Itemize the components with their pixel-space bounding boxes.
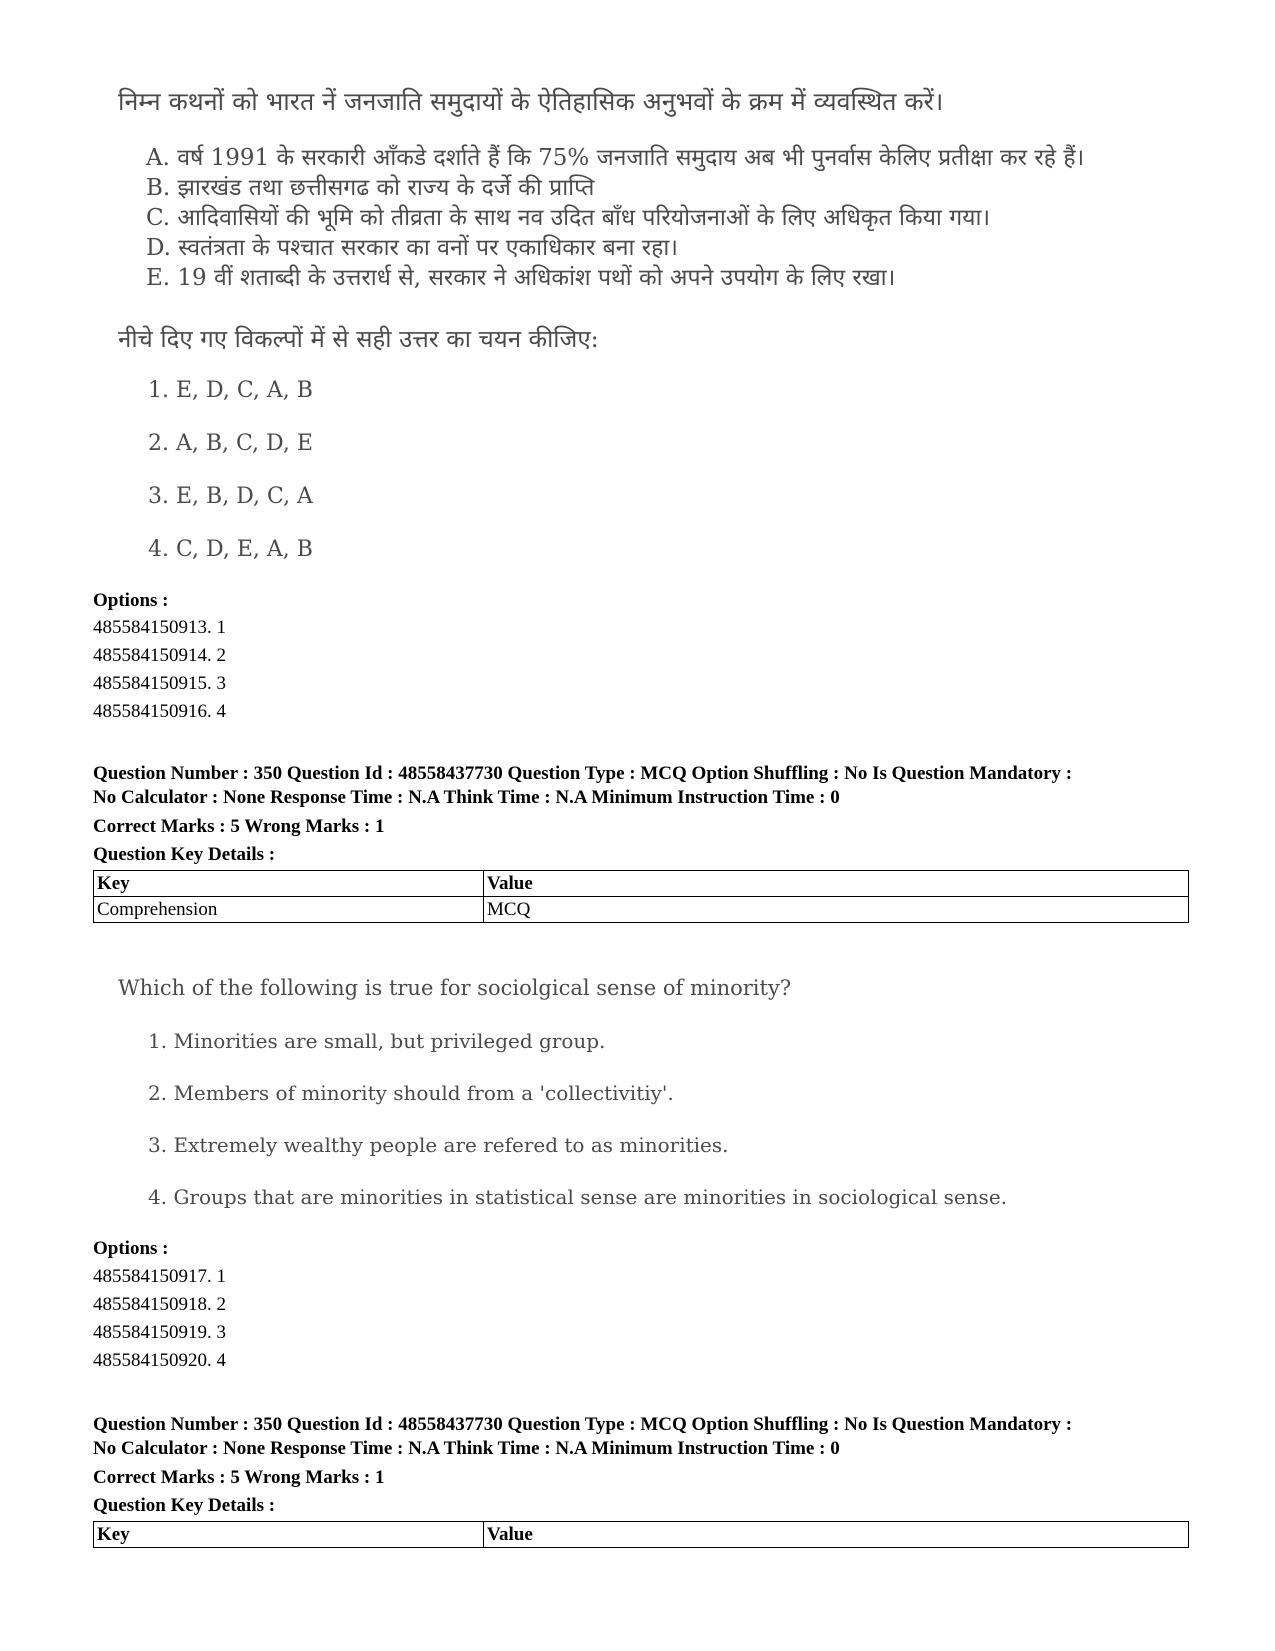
table-header-row [94, 1522, 1189, 1548]
statement-a: A. वर्ष 1991 के सरकारी आँकडे दर्शाते हैं कि 75% जनजाति समुदाय अब भी पुनर्वास केलिए प्रतीक्षा कर रहे हैं। [146, 145, 1085, 171]
question-meta-line-2: No Calculator : None Response Time : N.A Think Time : N.A Minimum Instruction Time : 0 [93, 1438, 840, 1459]
option-line: 485584150913. 1 [93, 617, 226, 638]
option-line: 485584150918. 2 [93, 1294, 226, 1315]
choice-1: 1. Minorities are small, but privileged group. [148, 1029, 606, 1053]
question-meta [93, 1413, 1193, 1461]
key-details-title: Question Key Details : [93, 1495, 276, 1516]
table-header-value: Value [484, 871, 1189, 897]
table-header-row [94, 871, 1189, 897]
option-line: 485584150917. 1 [93, 1266, 226, 1287]
choice-3: 3. E, B, D, C, A [148, 484, 313, 509]
question-meta-line-2: No Calculator : None Response Time : N.A Think Time : N.A Minimum Instruction Time : 0 [93, 787, 840, 808]
question-prompt: Which of the following is true for sociolgical sense of minority? [118, 976, 792, 1000]
option-line: 485584150914. 2 [93, 645, 226, 666]
choice-4: 4. C, D, E, A, B [148, 537, 313, 562]
question-meta [93, 762, 1193, 810]
choice-2: 2. Members of minority should from a 'collectivitiy'. [148, 1081, 674, 1105]
marks-line: Correct Marks : 5 Wrong Marks : 1 [93, 1467, 385, 1488]
option-line: 485584150915. 3 [93, 673, 226, 694]
option-line: 485584150916. 4 [93, 701, 226, 722]
choice-1: 1. E, D, C, A, B [148, 378, 313, 403]
table-cell-key: Comprehension [94, 897, 484, 923]
key-details-title: Question Key Details : [93, 844, 276, 865]
table-header-value: Value [484, 1522, 1189, 1548]
options-title: Options : [93, 590, 169, 611]
statement-e: E. 19 वीं शताब्दी के उत्तरार्ध से, सरकार ने अधिकांश पथों को अपने उपयोग के लिए रखा। [146, 265, 896, 291]
table-row [94, 897, 1189, 923]
choice-2: 2. A, B, C, D, E [148, 431, 313, 456]
statement-b: B. झारखंड तथा छत्तीसगढ को राज्य के दर्जे की प्राप्ति [146, 175, 595, 201]
question-prompt: निम्न कथनों को भारत नें जनजाति समुदायों के ऐतिहासिक अनुभवों के क्रम में व्यवस्थित करें। [118, 87, 944, 116]
statement-d: D. स्वतंत्रता के पश्चात सरकार का वनों पर एकाधिकार बना रहा। [146, 235, 679, 261]
question-meta-line-1: Question Number : 350 Question Id : 48558437730 Question Type : MCQ Option Shuffling : No Is Question Mandatory : [93, 1414, 1073, 1435]
question-meta-line-1: Question Number : 350 Question Id : 48558437730 Question Type : MCQ Option Shuffling : No Is Question Mandatory : [93, 763, 1073, 784]
marks-line: Correct Marks : 5 Wrong Marks : 1 [93, 816, 385, 837]
choice-3: 3. Extremely wealthy people are refered to as minorities. [148, 1133, 729, 1157]
option-line: 485584150920. 4 [93, 1350, 226, 1371]
table-cell-value: MCQ [484, 897, 1189, 923]
table-header-key: Key [94, 1522, 484, 1548]
table-header-key: Key [94, 871, 484, 897]
key-details-table [93, 1521, 1189, 1548]
option-line: 485584150919. 3 [93, 1322, 226, 1343]
question-instruction: नीचे दिए गए विकल्पों में से सही उत्तर का चयन कीजिए: [118, 325, 599, 353]
key-details-table [93, 870, 1189, 923]
options-title: Options : [93, 1238, 169, 1259]
statement-c: C. आदिवासियों की भूमि को तीव्रता के साथ नव उदित बाँध परियोजनाओं के लिए अधिकृत किया गया। [146, 205, 991, 231]
choice-4: 4. Groups that are minorities in statistical sense are minorities in sociological sense. [148, 1185, 1008, 1209]
